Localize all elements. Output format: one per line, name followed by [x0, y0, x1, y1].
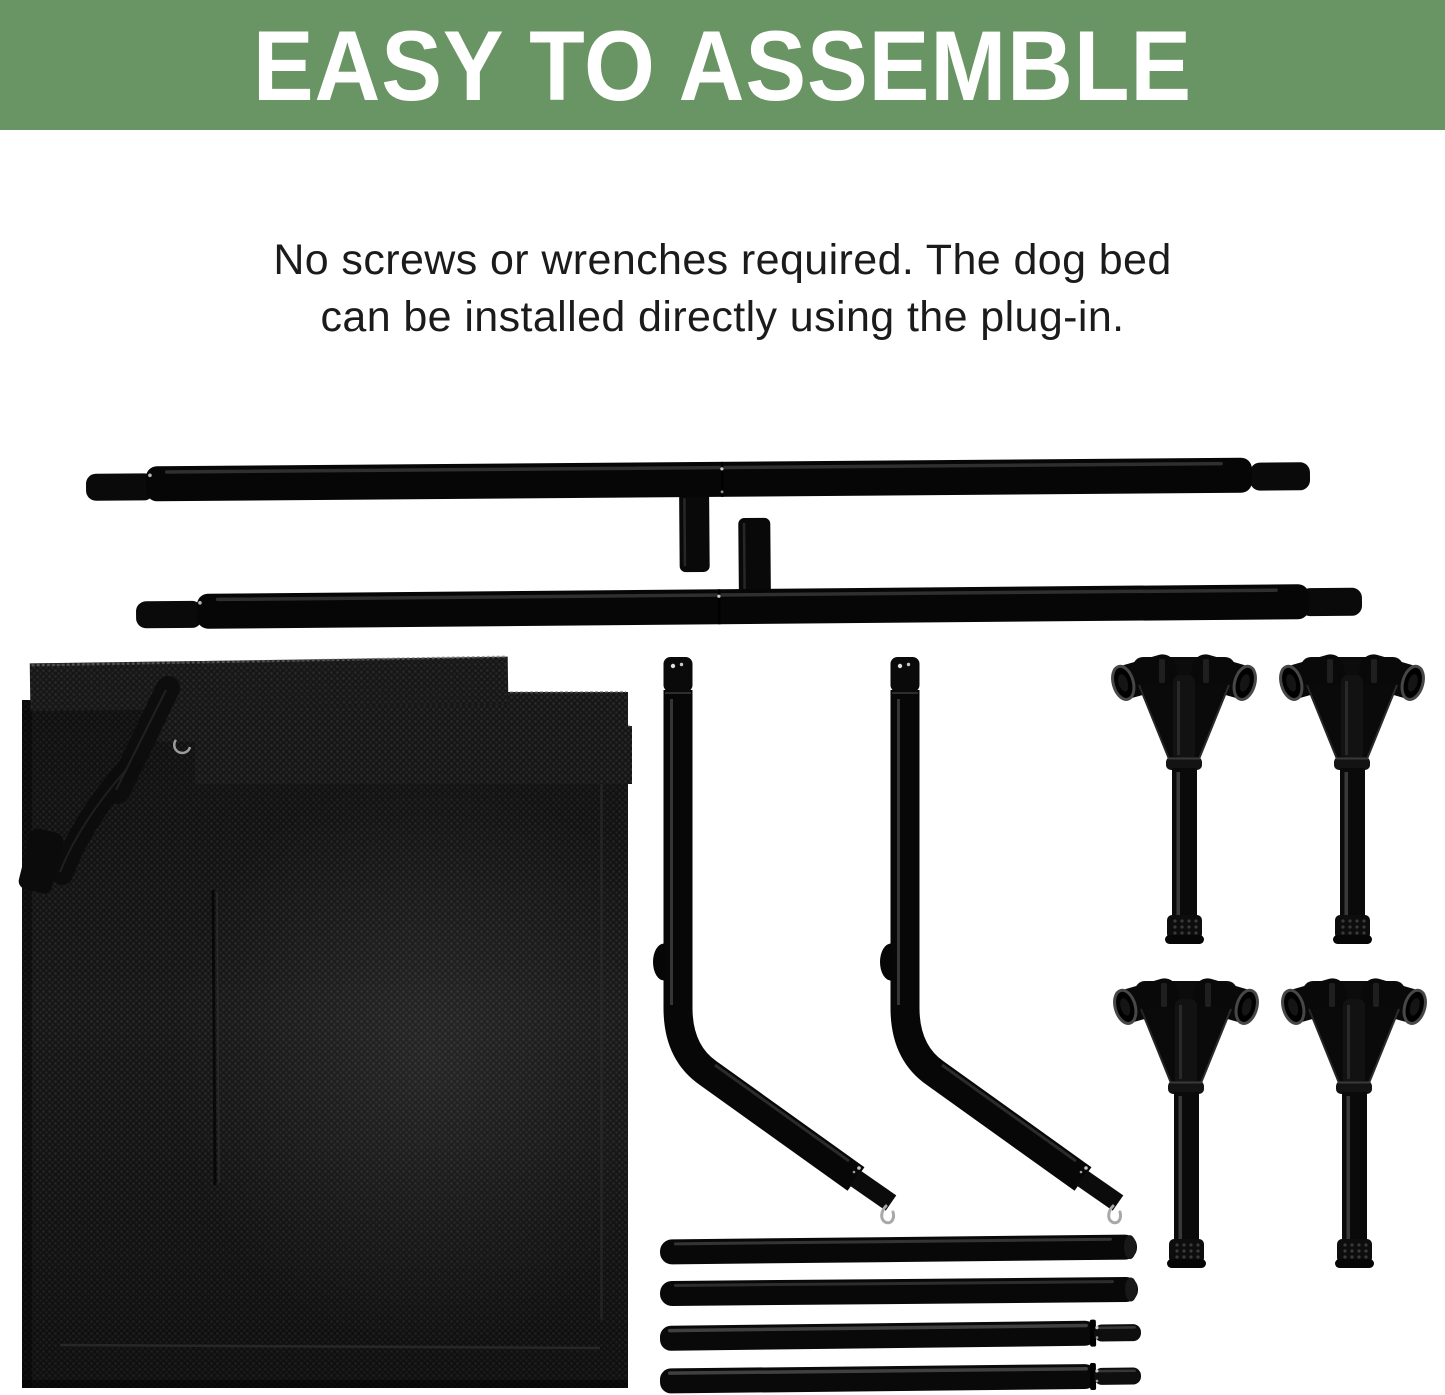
side-rail-top — [86, 457, 1311, 577]
crossbar-4 — [660, 1362, 1141, 1394]
banner-title: EASY TO ASSEMBLE — [252, 9, 1193, 121]
fabric-fold-1 — [30, 657, 509, 712]
crossbar-2 — [660, 1277, 1138, 1306]
corner-leg-4 — [1279, 975, 1429, 1268]
corner-leg-2 — [1277, 651, 1427, 944]
corner-leg-3 — [1111, 975, 1261, 1268]
support-leg-right — [880, 657, 1121, 1223]
support-leg-left — [653, 657, 894, 1223]
description-line-1: No screws or wrenches required. The dog bed — [273, 236, 1172, 284]
corner-leg-1 — [1109, 651, 1259, 944]
description-line-2: can be installed directly using the plug-in. — [320, 293, 1125, 341]
banner — [0, 0, 1445, 130]
side-rail-bottom — [135, 513, 1362, 630]
crossbar-3 — [660, 1319, 1141, 1352]
rail-plug-post-top — [679, 492, 710, 572]
crossbar-1 — [660, 1234, 1137, 1264]
description-block — [0, 232, 1445, 346]
fabric-cover — [17, 657, 690, 1388]
